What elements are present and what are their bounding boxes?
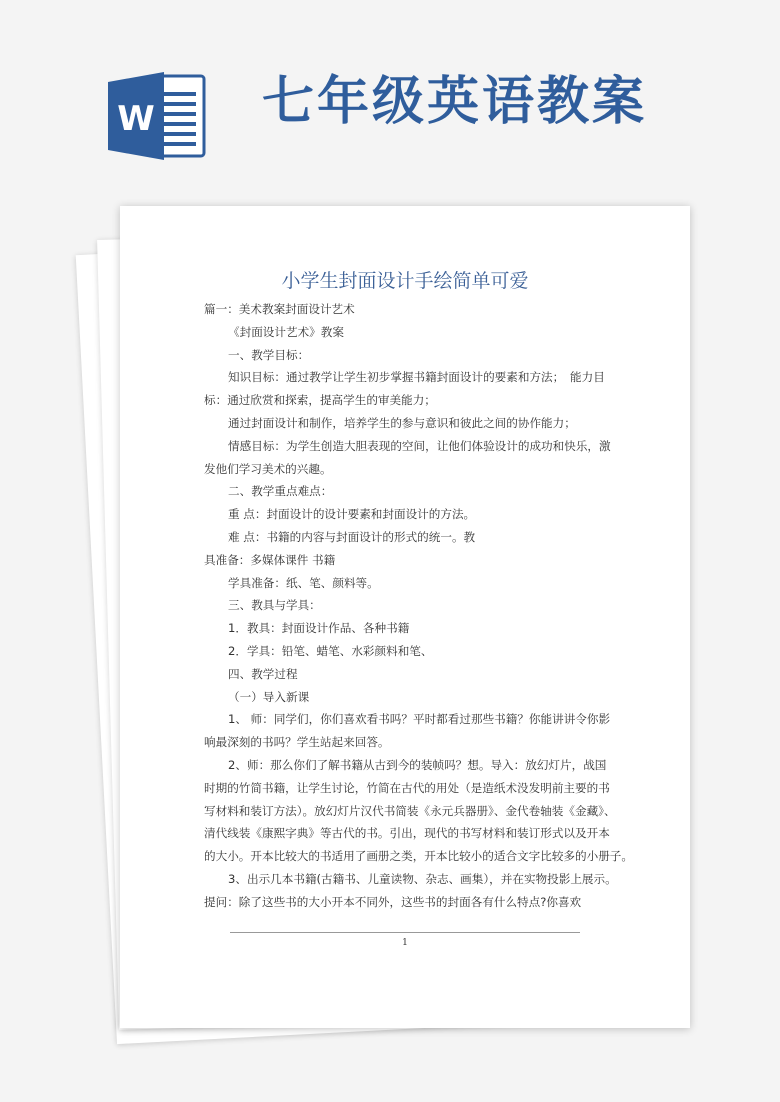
body-line: 三、教具与学具： bbox=[228, 598, 321, 613]
body-line: 清代线装《康熙字典》等古代的书。引出，现代的书写材料和装订形式以及开本 bbox=[204, 826, 610, 841]
body-line: 响最深刻的书吗？学生站起来回答。 bbox=[204, 735, 390, 750]
body-line: 标：通过欣赏和探索，提高学生的审美能力； bbox=[204, 393, 436, 408]
word-icon-letter: W bbox=[117, 99, 155, 139]
body-line: 提问：除了这些书的大小开本不同外，这些书的封面各有什么特点?你喜欢 bbox=[204, 894, 582, 909]
body-line: 2．学具：铅笔、蜡笔、水彩颜料和笔、 bbox=[228, 643, 433, 658]
body-line: 四、教学过程 bbox=[228, 666, 298, 681]
body-line: 篇一：美术教案封面设计艺术 bbox=[204, 302, 355, 316]
body-line: 1、 师：同学们，你们喜欢看书吗？平时都看过那些书籍？你能讲讲令你影 bbox=[228, 712, 611, 727]
body-line: 的大小。开本比较大的书适用了画册之类，开本比较小的适合文字比较多的小册子。 bbox=[204, 849, 633, 864]
body-line: 通过封面设计和制作，培养学生的参与意识和彼此之间的协作能力； bbox=[228, 415, 576, 430]
document-page bbox=[120, 206, 690, 1028]
body-line: 知识目标：通过教学让学生初步掌握书籍封面设计的要素和方法； 能力目 bbox=[228, 370, 605, 385]
body-line: 难 点：书籍的内容与封面设计的形式的统一。教 bbox=[228, 529, 476, 544]
word-doc-icon bbox=[108, 72, 208, 160]
body-line: 2、师：那么你们了解书籍从古到今的装帧吗？想。导入：放幻灯片，战国 bbox=[228, 757, 607, 772]
body-line: 时期的竹简书籍，让学生讨论，竹简在古代的用处（是造纸术没发明前主要的书 bbox=[204, 780, 610, 795]
body-line: 写材料和装订方法）。放幻灯片汉代书简装《永元兵器册》、金代卷轴装《金藏》、 bbox=[204, 803, 616, 818]
body-line: 1．教具：封面设计作品、各种书籍 bbox=[228, 621, 410, 636]
body-line: 《封面设计艺术》教案 bbox=[228, 324, 344, 339]
body-line: 3、出示几本书籍(古籍书、儿童读物、杂志、画集），并在实物投影上展示。 bbox=[228, 871, 617, 886]
body-line: （一）导入新课 bbox=[228, 689, 310, 704]
main-title: 七年级英语教案 bbox=[262, 72, 648, 132]
body-line: 具准备：多媒体课件 书籍 bbox=[204, 552, 336, 567]
document-body bbox=[204, 298, 633, 914]
body-line: 一、教学目标： bbox=[228, 347, 310, 362]
page-number: 1 bbox=[402, 938, 408, 948]
body-line: 发他们学习美术的兴趣。 bbox=[204, 461, 332, 476]
header bbox=[0, 0, 780, 190]
body-line: 情感目标：为学生创造大胆表现的空间，让他们体验设计的成功和快乐，激 bbox=[228, 438, 611, 453]
body-line: 二、教学重点难点： bbox=[228, 484, 333, 499]
document-title: 小学生封面设计手绘简单可爱 bbox=[281, 270, 529, 292]
footer-divider bbox=[230, 932, 580, 933]
body-line: 重 点：封面设计的设计要素和封面设计的方法。 bbox=[228, 507, 476, 522]
body-line: 学具准备：纸、笔、颜料等。 bbox=[228, 575, 379, 590]
